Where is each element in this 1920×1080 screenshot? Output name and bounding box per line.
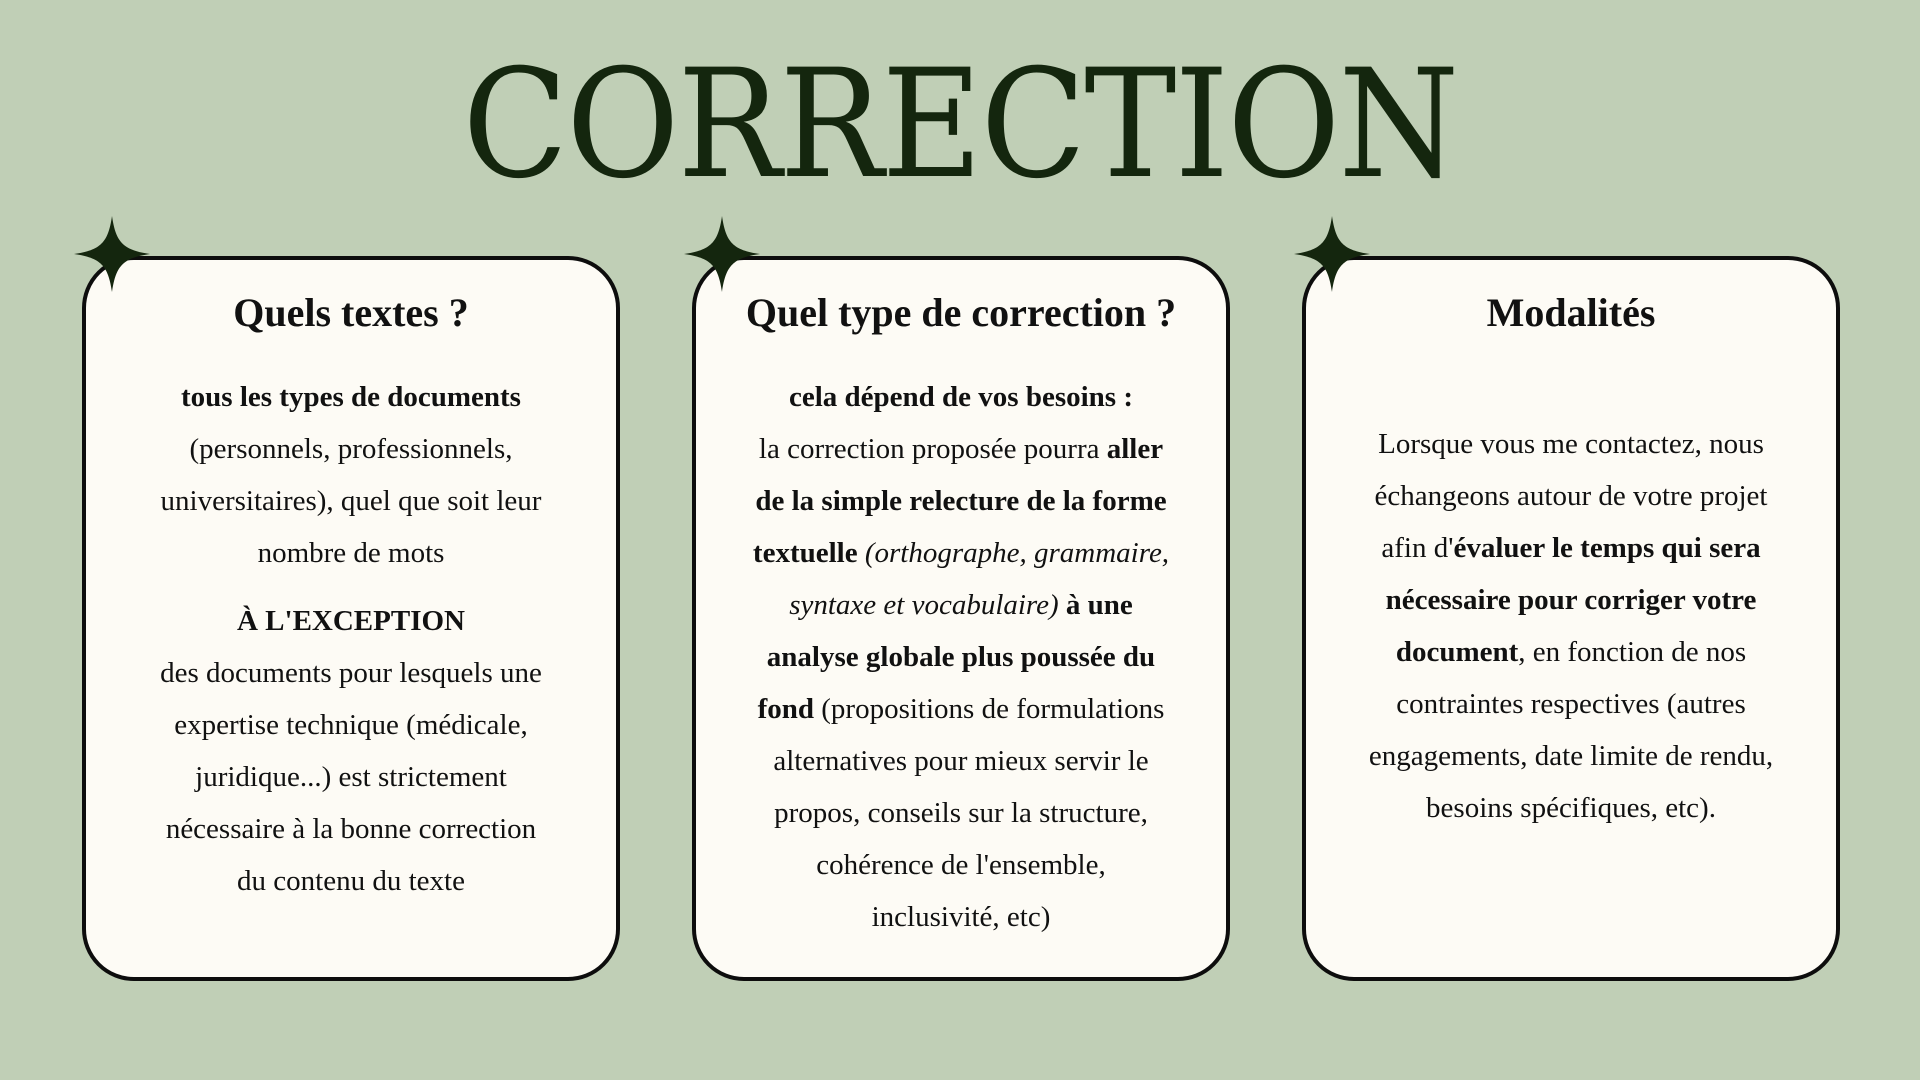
text-line: afin d'évaluer le temps qui sera — [1381, 532, 1761, 564]
card-body — [1336, 418, 1806, 834]
page-title: CORRECTION — [462, 38, 1458, 212]
card-title: Quels textes ? — [233, 290, 469, 335]
text-line: des documents pour lesquels une — [160, 657, 542, 689]
sparkle-star-icon — [684, 216, 760, 292]
card-title: Quel type de correction ? — [745, 290, 1177, 335]
text-line: contraintes respectives (autres — [1396, 688, 1746, 720]
text-line: nécessaire pour corriger votre — [1385, 584, 1757, 616]
text-line: juridique...) est strictement — [195, 761, 507, 793]
text-line: la correction proposée pourra aller — [758, 433, 1164, 465]
text-line: engagements, date limite de rendu, — [1368, 740, 1774, 772]
text-line: nécessaire à la bonne correction — [165, 813, 537, 845]
text-line: de la simple relecture de la forme — [755, 485, 1167, 517]
card-modalites — [1302, 256, 1840, 981]
text-line: expertise technique (médicale, — [174, 709, 528, 741]
text-line: inclusivité, etc) — [871, 901, 1051, 933]
text-line: tous les types de documents — [181, 381, 521, 413]
sparkle-star-icon — [1294, 216, 1370, 292]
text-line: (personnels, professionnels, — [189, 433, 513, 465]
card-body — [726, 371, 1196, 943]
text-line: document, en fonction de nos — [1395, 636, 1747, 668]
text-line: nombre de mots — [257, 537, 445, 569]
sparkle-star-icon — [74, 216, 150, 292]
text-line: propos, conseils sur la structure, — [774, 797, 1148, 829]
text-line: syntaxe et vocabulaire) à une — [789, 589, 1133, 621]
card-type-correction — [692, 256, 1230, 981]
text-line: du contenu du texte — [237, 865, 465, 897]
exception-heading: À L'EXCEPTION — [236, 605, 465, 637]
text-line: textuelle (orthographe, grammaire, — [752, 537, 1170, 569]
text-line: fond (propositions de formulations — [757, 693, 1165, 725]
text-line: échangeons autour de votre projet — [1374, 480, 1768, 512]
card-quels-textes — [82, 256, 620, 981]
text-line: cohérence de l'ensemble, — [816, 849, 1106, 881]
text-line: cela dépend de vos besoins : — [788, 381, 1133, 413]
card-title: Modalités — [1486, 290, 1656, 335]
text-line: universitaires), quel que soit leur — [160, 485, 542, 517]
text-line: besoins spécifiques, etc). — [1426, 792, 1716, 824]
card-body — [116, 371, 586, 907]
text-line: analyse globale plus poussée du — [766, 641, 1156, 673]
text-line: alternatives pour mieux servir le — [773, 745, 1149, 777]
text-line: Lorsque vous me contactez, nous — [1378, 428, 1764, 460]
